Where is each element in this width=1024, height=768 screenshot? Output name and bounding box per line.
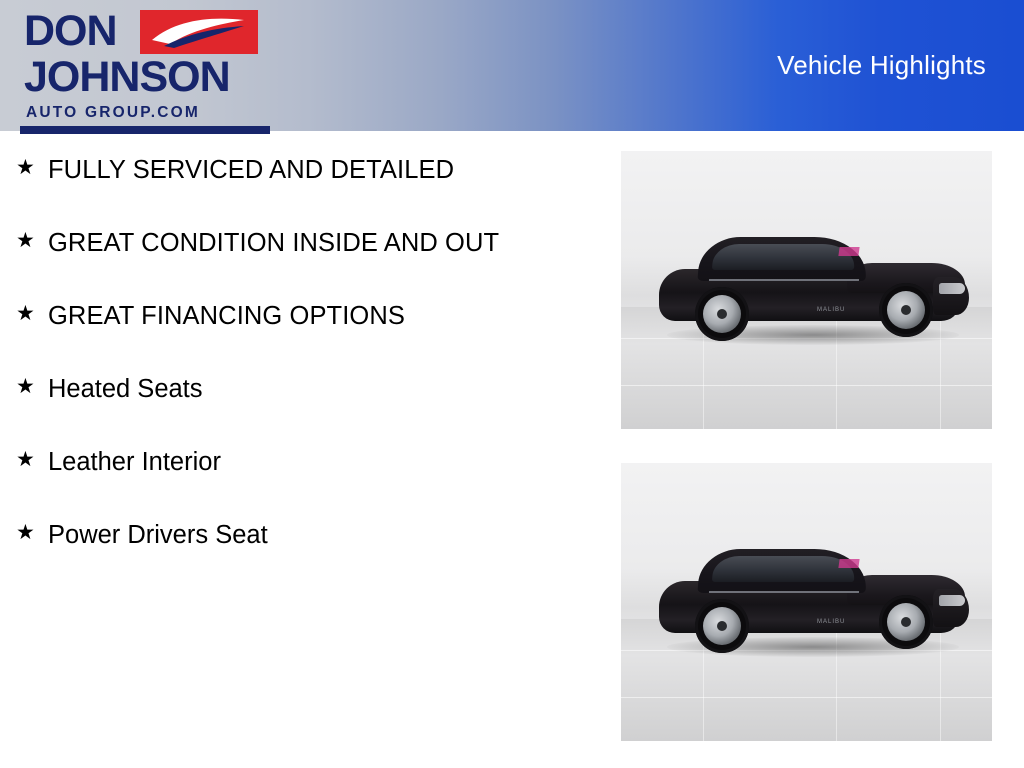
list-item [14, 299, 599, 337]
star-icon: ★ [16, 156, 35, 179]
list-item-label: FULLY SERVICED AND DETAILED [48, 156, 455, 184]
star-icon: ★ [16, 521, 35, 544]
star-icon: ★ [16, 448, 35, 471]
header-banner [0, 0, 1024, 131]
vehicle-photo-front-quarter-2 [621, 463, 992, 741]
vehicle-photo-front-quarter [621, 151, 992, 429]
logo-line-2: JOHNSON [24, 53, 230, 101]
slide-body [0, 131, 1024, 768]
page-title: Vehicle Highlights [777, 50, 986, 80]
logo-line-1: DON [24, 7, 117, 55]
list-item [14, 372, 599, 410]
car-illustration [651, 533, 971, 673]
star-icon: ★ [16, 229, 35, 252]
car-illustration [651, 221, 971, 361]
car-badge: MALIBU [817, 307, 846, 313]
list-item [14, 445, 599, 483]
list-item-label: Heated Seats [48, 375, 203, 403]
list-item-label: GREAT FINANCING OPTIONS [48, 302, 405, 330]
star-icon: ★ [16, 375, 35, 398]
list-item-label: Power Drivers Seat [48, 521, 268, 549]
list-item [14, 153, 599, 191]
car-badge: MALIBU [817, 619, 846, 625]
star-icon: ★ [16, 302, 35, 325]
highlights-list [14, 153, 599, 591]
list-item-label: Leather Interior [48, 448, 221, 476]
list-item [14, 518, 599, 556]
dealer-logo[interactable] [10, 8, 260, 126]
list-item-label: GREAT CONDITION INSIDE AND OUT [48, 229, 500, 257]
list-item [14, 226, 599, 264]
logo-tagline: AUTO GROUP.COM [26, 104, 201, 121]
